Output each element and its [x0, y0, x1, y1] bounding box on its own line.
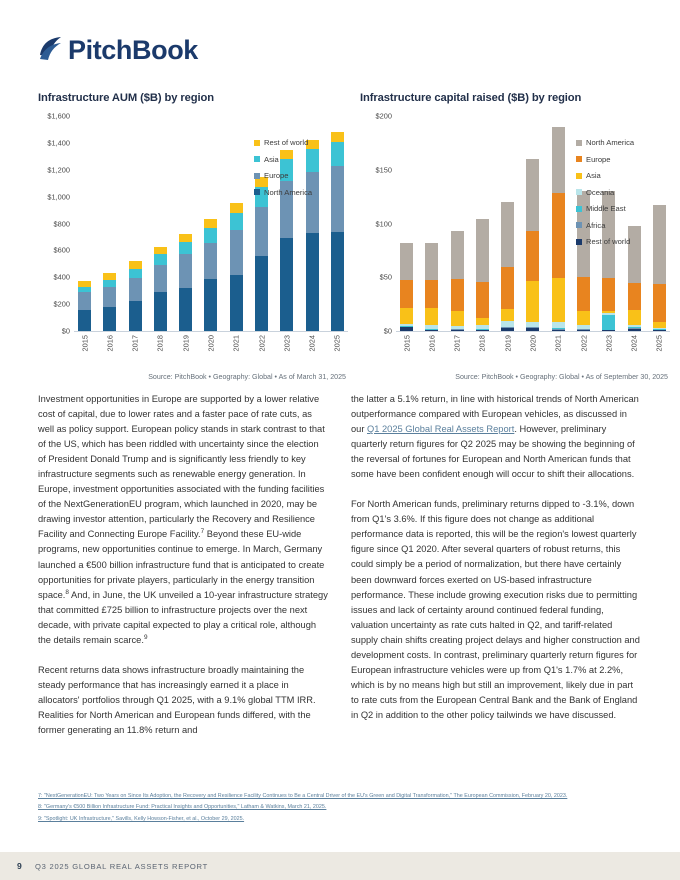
x-axis-tick-label: 2017	[130, 335, 140, 352]
bar-segment-north-america	[331, 232, 344, 331]
bar-segment-europe	[179, 254, 192, 288]
y-axis-tick: $0	[61, 326, 70, 336]
bar-segment-north-america	[129, 301, 142, 331]
chart-bar[interactable]	[179, 234, 192, 331]
legend-label: North America	[264, 187, 313, 197]
chart-bar[interactable]	[230, 203, 243, 331]
bar-segment-north-america	[154, 292, 167, 331]
legend-label: Africa	[586, 220, 606, 230]
legend-label: Asia	[264, 154, 279, 164]
x-axis-tick	[280, 331, 293, 371]
left-column	[38, 392, 328, 738]
y-axis-tick: $1,400	[47, 138, 70, 148]
bar-segment-asia	[154, 254, 167, 265]
x-axis-tick	[451, 331, 464, 371]
x-axis-tick	[306, 331, 319, 371]
chart-bar[interactable]	[78, 281, 91, 331]
bar-segment-asia	[400, 308, 413, 324]
footnote-9[interactable]: 9: "Spotlight: UK Infrastructure," Savills, Kelly Howson-Fisher, et al., October 29, 2025.	[38, 815, 245, 822]
y-axis-chart2	[360, 111, 396, 336]
y-axis-tick: $600	[53, 245, 70, 255]
legend-label: Europe	[264, 171, 289, 180]
x-axis-tick	[255, 331, 268, 371]
chart-bar[interactable]	[501, 202, 514, 332]
chart-bar[interactable]	[154, 247, 167, 331]
paragraph-europe-opportunities	[38, 392, 328, 648]
x-axis-tick	[501, 331, 514, 371]
x-axis-tick	[78, 331, 91, 371]
x-axis-tick	[653, 331, 666, 371]
footnote-8[interactable]: 8: "Germany's €500 Billion Infrastructure Fund: Practical Insights and Opportunities," Latham & Watkins, March 21, 2025.	[38, 804, 327, 811]
bar-segment-europe	[653, 284, 666, 322]
y-axis-tick: $200	[375, 111, 392, 121]
y-axis-tick: $1,200	[47, 165, 70, 175]
bar-segment-north-america	[204, 279, 217, 331]
legend-swatch-icon	[576, 206, 582, 212]
article-body	[38, 392, 642, 738]
x-axis-tick	[204, 331, 217, 371]
x-axis-tick	[103, 331, 116, 371]
x-axis-tick-label: 2022	[257, 335, 267, 352]
text-run: Investment opportunities in Europe are supported by a lower relative cost of capital, due to lower rates and a faster pace of rate cuts, as well as policy support. European policy stands in stark contrast to that of the US, which has been riddled with uncertainty since the election of President Donald Trump and is significantly less friendly to key infrastructure segments such as renewable energy generation. In Europe, investment opportunities associated with the funding facilities of the NextGenerationEU program, which launched in 2020, may be drawing investor attention, particularly the Recovery and Resilience Facility and Connecting Europe Facility.	[38, 394, 325, 540]
bar-segment-rest-of-world	[204, 219, 217, 228]
paragraph-returns-comparison	[351, 392, 641, 482]
legend-item[interactable]	[576, 237, 634, 246]
chart-bar[interactable]	[552, 127, 565, 331]
x-axis-tick-label: 2019	[503, 335, 513, 352]
bar-segment-middle-east	[602, 315, 615, 330]
x-axis-tick-label: 2020	[206, 335, 216, 352]
x-axis-tick-label: 2016	[427, 335, 437, 352]
x-axis-tick	[179, 331, 192, 371]
legend-swatch-icon	[254, 189, 260, 195]
bar-segment-europe	[400, 280, 413, 308]
x-axis-tick-label: 2018	[477, 335, 487, 352]
bar-segment-asia	[331, 142, 344, 166]
chart-source: Source: PitchBook • Geography: Global • As of September 30, 2025	[455, 373, 668, 381]
y-axis-tick: $50	[379, 272, 392, 282]
legend-item[interactable]	[254, 155, 312, 164]
y-axis-tick: $400	[53, 272, 70, 282]
bar-segment-europe	[602, 278, 615, 310]
legend-swatch-icon	[576, 140, 582, 146]
y-axis-tick: $200	[53, 299, 70, 309]
bar-segment-asia	[501, 309, 514, 321]
bar-segment-europe	[78, 292, 91, 310]
bar-segment-europe	[476, 282, 489, 318]
bar-segment-asia	[526, 281, 539, 322]
x-axis-tick-label: 2025	[332, 335, 342, 352]
bar-segment-rest-of-world	[103, 273, 116, 280]
x-axis-chart2	[396, 331, 670, 371]
chart-bar[interactable]	[526, 159, 539, 331]
x-axis-tick-label: 2021	[553, 335, 563, 352]
legend-label: North America	[586, 138, 635, 147]
bar-segment-north-america	[425, 243, 438, 280]
bar-segment-asia	[577, 311, 590, 324]
chart-title: Infrastructure AUM ($B) by region	[38, 92, 214, 104]
bar-segment-europe	[230, 230, 243, 274]
bar-segment-north-america	[476, 219, 489, 282]
bar-segment-europe	[526, 231, 539, 281]
legend-item[interactable]	[576, 138, 634, 147]
chart-bar[interactable]	[425, 243, 438, 331]
bar-segment-north-america	[103, 307, 116, 331]
legend-item[interactable]	[576, 155, 634, 164]
chart-bar[interactable]	[103, 273, 116, 331]
chart-title: Infrastructure capital raised ($B) by region	[360, 92, 582, 104]
x-axis-tick	[129, 331, 142, 371]
x-axis-tick-label: 2021	[231, 335, 241, 352]
text-run: And, in June, the UK unveiled a 10-year infrastructure strategy that committed £725 billion to infrastructure projects over the next decade, with private capital expected to play a critical role, although the details remain scarce.	[38, 589, 328, 645]
x-axis-tick-label: 2025	[654, 335, 664, 352]
legend-label: Oceania	[586, 187, 615, 197]
bar-segment-north-america	[306, 233, 319, 331]
bar-segment-europe	[628, 283, 641, 310]
chart-bar[interactable]	[451, 231, 464, 331]
legend-label: Europe	[586, 154, 611, 164]
bar-segment-rest-of-world	[179, 234, 192, 242]
x-axis-tick	[577, 331, 590, 371]
bar-segment-asia	[628, 310, 641, 325]
bar-segment-north-america	[400, 243, 413, 280]
legend-label: Asia	[586, 171, 601, 180]
legend-item[interactable]	[254, 188, 312, 197]
paragraph-north-american-funds: For North American funds, preliminary returns dipped to -3.1%, down from Q1's 3.6%. If this figure does not change as additional performance data is reported, this will be the region's lowest quarterly figure since Q1 2020. After several quarters of robust returns, this could simply be a period of normalization, but there have certainly been downward forces exerted on US-based infrastructure performance. These include growing execution risks due to permitting issues and lack of certainty around continued federal funding, valuation uncertainty as rate cuts halted in Q2, and tariff-related supply chain shifts creating project delays and higher construction and development costs. In contrast, preliminary quarterly return figures for European infrastructure vehicles were up from Q1's 1.7% at 2.2%, which is by no means high but still an improvement, likely due in part to rate cuts from the European Central Bank and the Bank of England in Q2 in addition to the other policy tailwinds we have discussed.	[351, 499, 640, 720]
bar-segment-north-america	[501, 202, 514, 268]
bar-segment-asia	[552, 278, 565, 322]
right-column	[351, 392, 641, 738]
bar-segment-north-america	[526, 159, 539, 231]
x-axis-tick	[628, 331, 641, 371]
bar-segment-north-america	[451, 231, 464, 279]
x-axis-tick-label: 2023	[282, 335, 292, 352]
bar-segment-europe	[129, 278, 142, 302]
bar-segment-north-america	[280, 238, 293, 331]
x-axis-tick-label: 2024	[307, 335, 317, 352]
pitchbook-wordmark: PitchBook	[68, 34, 198, 65]
footnotes-list	[38, 793, 642, 827]
chart-bar[interactable]	[204, 219, 217, 331]
bar-segment-europe	[255, 207, 268, 257]
bar-segment-asia	[230, 213, 243, 230]
bar-segment-asia	[179, 242, 192, 255]
bar-segment-asia	[103, 280, 116, 287]
legend-item[interactable]	[254, 171, 312, 180]
legend-label: Rest of world	[586, 237, 631, 246]
footer-page-number: 9	[17, 861, 22, 871]
chart-bar[interactable]	[400, 243, 413, 331]
y-axis-tick: $1,000	[47, 192, 70, 202]
legend-swatch-icon	[576, 239, 582, 245]
x-axis-tick	[331, 331, 344, 371]
legend-label: Rest of world	[264, 138, 309, 147]
x-axis-tick	[476, 331, 489, 371]
legend-item[interactable]	[576, 221, 634, 230]
y-axis-tick: $100	[375, 219, 392, 228]
bar-segment-europe	[425, 280, 438, 308]
bar-segment-europe	[103, 287, 116, 307]
chart-bar[interactable]	[653, 205, 666, 331]
bar-segment-rest-of-world	[129, 261, 142, 268]
bar-segment-asia	[204, 228, 217, 243]
text-run: . However, preliminary quarterly return figures for Q2 2025 may be showing the beginning of the reversal of fortunes for European and North American funds that some have been confident enough will occur to shift their allocations.	[351, 424, 635, 480]
x-axis-tick-label: 2020	[528, 335, 538, 352]
bar-segment-europe	[451, 279, 464, 310]
legend-swatch-icon	[576, 156, 582, 162]
legend-item[interactable]	[576, 204, 634, 213]
bar-segment-asia	[129, 269, 142, 278]
legend-swatch-icon	[254, 173, 260, 179]
legend-swatch-icon	[576, 222, 582, 228]
bar-segment-rest-of-world	[154, 247, 167, 254]
paragraph-recent-returns: Recent returns data shows infrastructure broadly maintaining the steady performance that has increasingly earned it a place in allocators' portfolios through Q1 2025, with a 9.1% global TTM IRR. Realities for North American and European funds differed, with the former generating an 11.8% return and	[38, 664, 316, 735]
bar-segment-north-america	[230, 275, 243, 331]
x-axis-tick	[154, 331, 167, 371]
text-run: the latter a 5.1% return, in line with historical trends of North American outperformance compared with European vehicles, as discussed in our	[351, 394, 639, 435]
x-axis-tick	[425, 331, 438, 371]
legend-swatch-icon	[254, 140, 260, 146]
x-axis-tick	[526, 331, 539, 371]
footnote-ref-9[interactable]: 9	[143, 633, 148, 641]
bar-segment-north-america	[179, 288, 192, 331]
footnote-7[interactable]: 7: "NextGenerationEU: Two Years on Since Its Adoption, the Recovery and Resilience Facility Continues to Be a Central Driver of the EU's Green and Digital Transformation," The European Commission, February 20, 2023.	[38, 793, 568, 799]
x-axis-tick	[400, 331, 413, 371]
legend-item[interactable]	[254, 138, 312, 147]
pitchbook-flag-icon	[38, 35, 64, 65]
x-axis-tick-label: 2018	[155, 335, 165, 352]
bar-segment-north-america	[255, 256, 268, 331]
bar-segment-europe	[204, 243, 217, 279]
chart-bar[interactable]	[476, 219, 489, 331]
bar-segment-north-america	[78, 310, 91, 331]
y-axis-tick: $1,600	[47, 111, 70, 121]
x-axis-tick-label: 2016	[105, 335, 115, 352]
x-axis-chart1	[74, 331, 348, 371]
bar-segment-europe	[331, 166, 344, 232]
bar-segment-europe	[577, 277, 590, 311]
bar-segment-north-america	[653, 205, 666, 284]
x-axis-tick-label: 2015	[402, 335, 411, 352]
legend-item[interactable]	[576, 188, 634, 197]
chart-bar[interactable]	[129, 261, 142, 331]
x-axis-tick-label: 2024	[629, 335, 639, 352]
page-footer	[0, 852, 680, 880]
bar-segment-north-america	[552, 127, 565, 194]
bar-segment-asia	[451, 311, 464, 326]
y-axis-chart1	[38, 111, 74, 336]
chart-source: Source: PitchBook • Geography: Global • As of March 31, 2025	[148, 373, 346, 381]
legend-swatch-icon	[254, 156, 260, 162]
legend-item[interactable]	[576, 171, 634, 180]
footnote-ref-8[interactable]: 8	[65, 588, 69, 596]
bar-segment-rest-of-world	[230, 203, 243, 212]
y-axis-tick: $800	[53, 219, 70, 228]
bar-segment-asia	[476, 318, 489, 325]
y-axis-tick: $150	[375, 165, 392, 175]
bar-segment-europe	[501, 267, 514, 309]
chart-bar[interactable]	[331, 132, 344, 331]
text-run: Beyond these EU-wide programs, new opportunities continue to emerge. In March, Germany launched a €500 billion infrastructure fund that is anticipated to create opportunities for private players, particularly in the energy transition space.	[38, 529, 325, 600]
bar-segment-europe	[552, 193, 565, 278]
legend-chart1	[254, 138, 312, 204]
bar-segment-europe	[154, 265, 167, 292]
x-axis-tick-label: 2019	[181, 335, 191, 352]
x-axis-tick-label: 2022	[579, 335, 589, 352]
y-axis-tick: $0	[383, 326, 392, 336]
footer-report-title: Q3 2025 GLOBAL REAL ASSETS REPORT	[35, 861, 209, 871]
x-axis-tick	[230, 331, 243, 371]
pitchbook-logo	[38, 35, 198, 65]
x-axis-tick-label: 2023	[604, 335, 614, 352]
legend-swatch-icon	[576, 173, 582, 179]
footnote-ref-7[interactable]: 7	[200, 528, 205, 536]
charts-row	[0, 92, 680, 381]
x-axis-tick-label: 2017	[452, 335, 462, 352]
legend-swatch-icon	[576, 189, 582, 195]
x-axis-tick	[602, 331, 615, 371]
x-axis-tick	[552, 331, 565, 371]
chart-infrastructure-capital-raised	[360, 92, 670, 381]
chart-infrastructure-aum	[38, 92, 348, 381]
link-q1-2025-global-real-assets-report[interactable]: Q1 2025 Global Real Assets Report	[367, 424, 515, 435]
legend-chart2	[576, 138, 634, 254]
bar-segment-asia	[425, 308, 438, 325]
x-axis-tick-label: 2015	[80, 335, 89, 352]
bar-segment-rest-of-world	[331, 132, 344, 142]
legend-label: Middle East	[586, 204, 626, 213]
